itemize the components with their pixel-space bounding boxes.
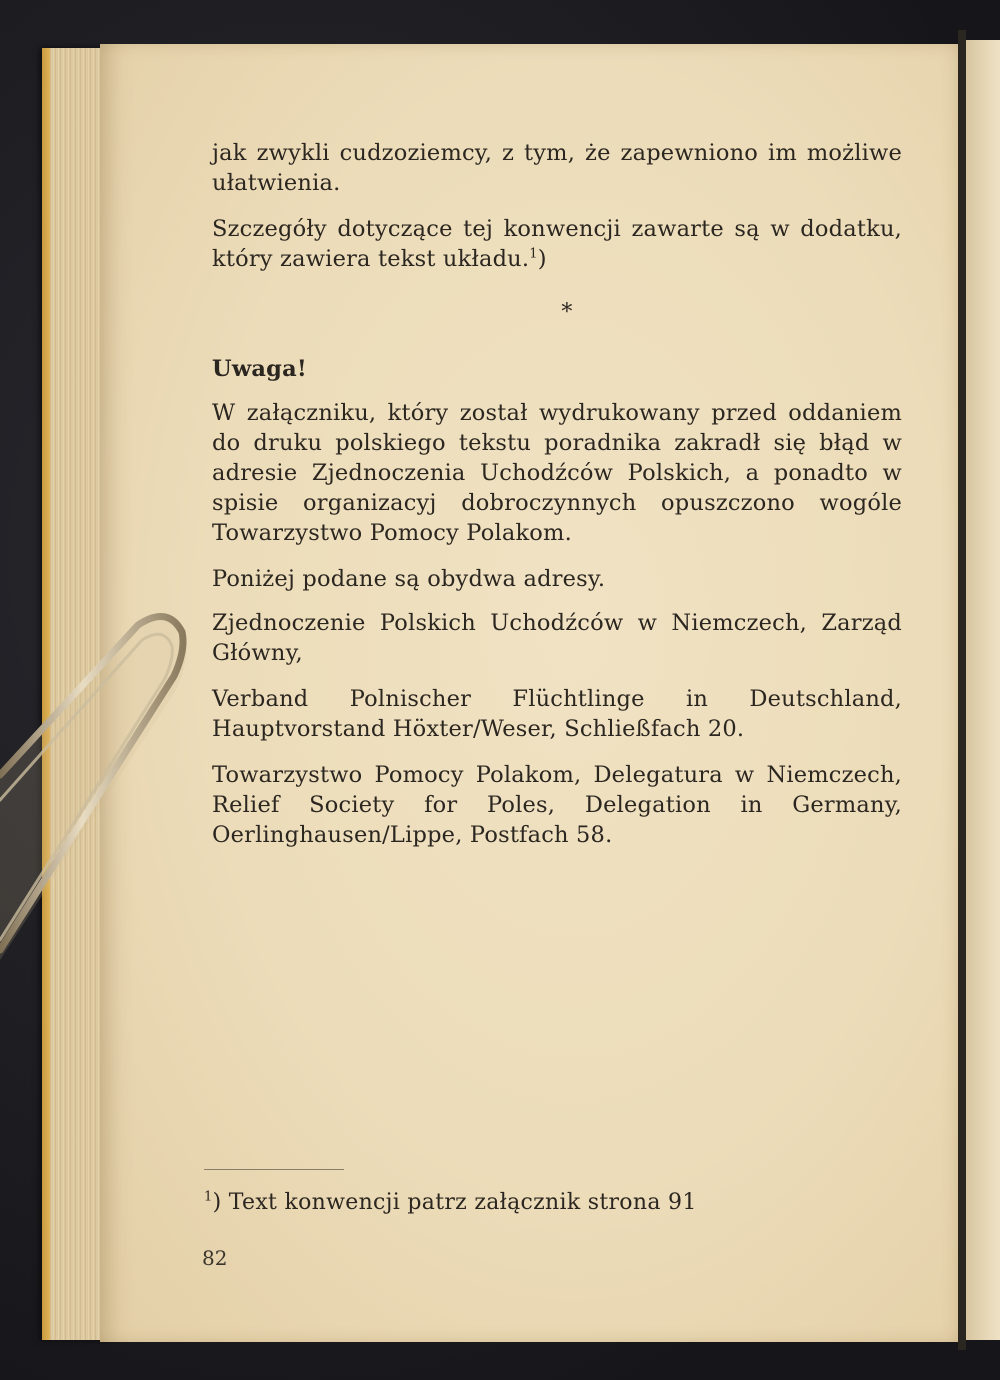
address-1-german: Verband Polnischer Flüchtlinge in Deutschland, Hauptvorstand Höxter/Weser, Schließfach 20. — [212, 686, 902, 742]
footnote-rule — [204, 1169, 344, 1170]
footnote-text: ) Text konwencji patrz załącznik strona 91 — [212, 1190, 697, 1215]
address-1: Zjednoczenie Polskich Uchodźców w Niemczech, Zarząd Główny, — [212, 610, 902, 666]
footnote — [204, 1190, 697, 1215]
notice-paragraph-1: W załączniku, który został wydrukowany przed oddaniem do druku polskiego tekstu poradnika zakradł się błąd w adresie Zjednoczenia Uchodźców Polskich, a ponadto w spisie organizacyj dobroczynnych opuszczono wogóle Towarzystwo Pomocy Polakom. — [212, 400, 902, 546]
notice-paragraph-2: Poniżej podane są obydwa adresy. — [212, 566, 606, 592]
gutter-shadow — [958, 30, 966, 1350]
paragraph-2 — [212, 214, 902, 274]
footnote-marker: 1 — [204, 1189, 213, 1205]
page-gilt-edge — [42, 48, 50, 1340]
paragraph-1: jak zwykli cudzoziemcy, z tym, że zapewniono im możliwe ułatwienia. — [212, 140, 902, 196]
notice-heading: Uwaga! — [212, 356, 307, 382]
footnote-reference-close: ) — [537, 246, 547, 272]
page-text-block — [212, 138, 902, 866]
page-number: 82 — [202, 1246, 228, 1270]
paragraph-2-text: Szczegóły dotyczące tej konwencji zawarte są w dodatku, który zawiera tekst układu. — [212, 216, 902, 272]
footnote-reference[interactable]: 1 — [529, 246, 538, 262]
section-separator: * — [561, 300, 573, 325]
address-2: Towarzystwo Pomocy Polakom, Delegatura w Niemczech, Relief Society for Poles, Delegation in Germany, Oerlinghausen/Lippe, Postfach 58. — [212, 762, 902, 848]
next-page-edge — [966, 40, 1000, 1340]
